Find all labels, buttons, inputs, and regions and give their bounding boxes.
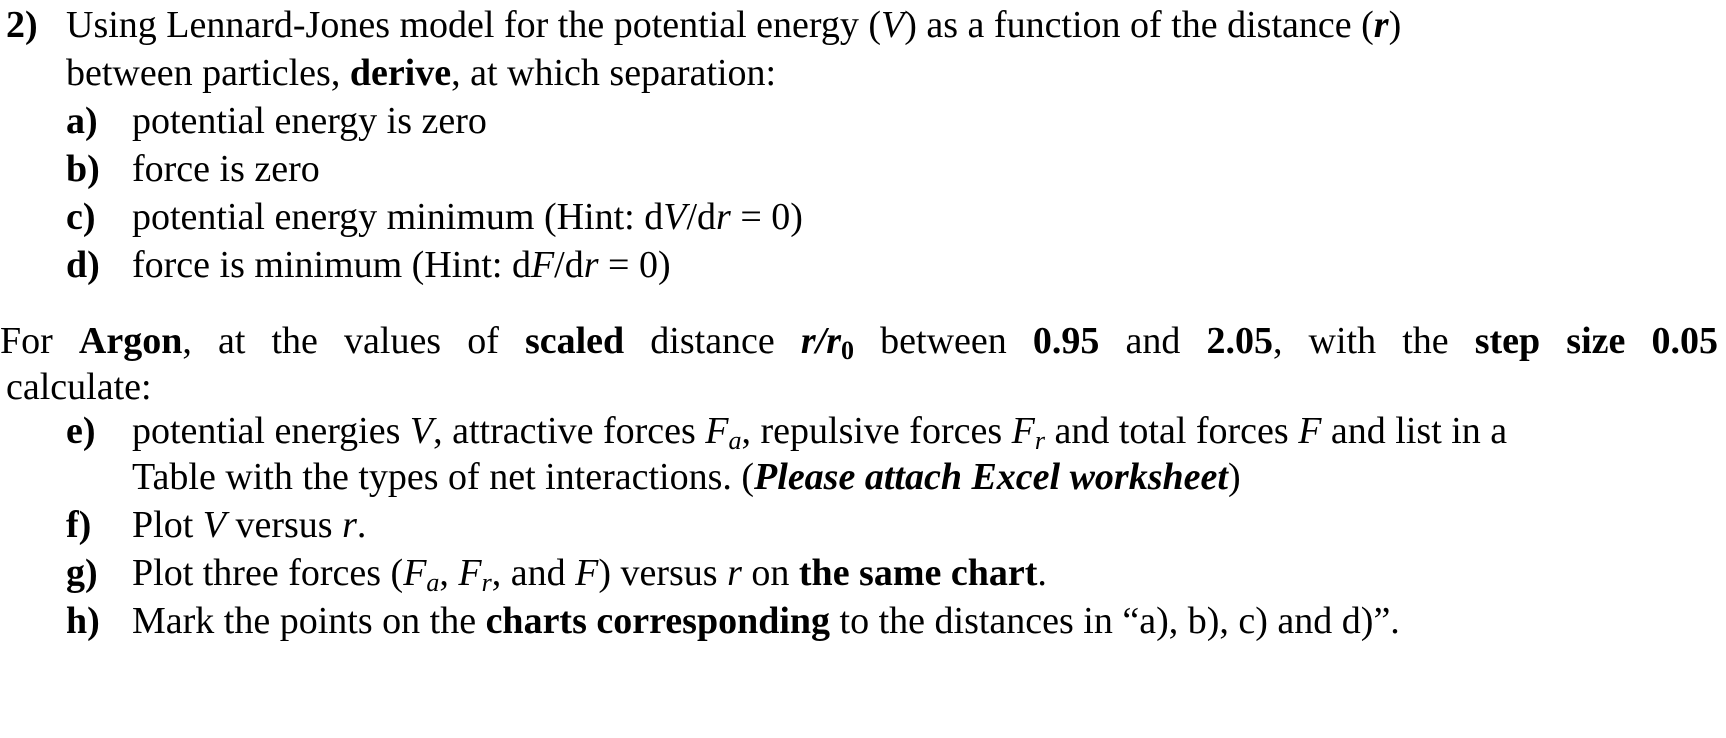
item-e-marker: e) (66, 410, 96, 452)
item-b-marker: b) (66, 148, 100, 190)
item-d-marker: d) (66, 244, 100, 286)
item-e-text-2: Table with the types of net interactions. (Please attach Excel worksheet) (132, 456, 1241, 498)
item-c-text: potential energy minimum (Hint: dV/dr = 0) (132, 196, 803, 238)
item-c-marker: c) (66, 196, 96, 238)
item-b-text: force is zero (132, 148, 320, 190)
question-intro-line-2: between particles, derive, at which separation: (66, 52, 777, 94)
question-number: 2) (6, 4, 38, 46)
item-f-text: Plot V versus r. (132, 504, 367, 546)
item-g-marker: g) (66, 552, 98, 594)
item-a-marker: a) (66, 100, 98, 142)
argon-line-1: For Argon, at the values of scaled distance $r/r_0$ between 0.95 and 2.05, with the step size 0.05 (0, 320, 1718, 365)
item-d-text: force is minimum (Hint: dF/dr = 0) (132, 244, 671, 286)
item-a-text: potential energy is zero (132, 100, 487, 142)
item-h-marker: h) (66, 600, 100, 642)
item-f-marker: f) (66, 504, 92, 546)
question-intro-line-1: Using Lennard-Jones model for the potential energy (V) as a function of the distance (r) (66, 4, 1402, 46)
item-e-text-1: potential energies V, attractive forces $F_a$, repulsive forces $F_r$ and total forces F and list in a (132, 410, 1508, 455)
item-h-text: Mark the points on the charts corresponding to the distances in “a), b), c) and d)”. (132, 600, 1400, 642)
item-g-text: Plot three forces ($F_a$, $F_r$, and F) versus r on the same chart. (132, 552, 1047, 597)
